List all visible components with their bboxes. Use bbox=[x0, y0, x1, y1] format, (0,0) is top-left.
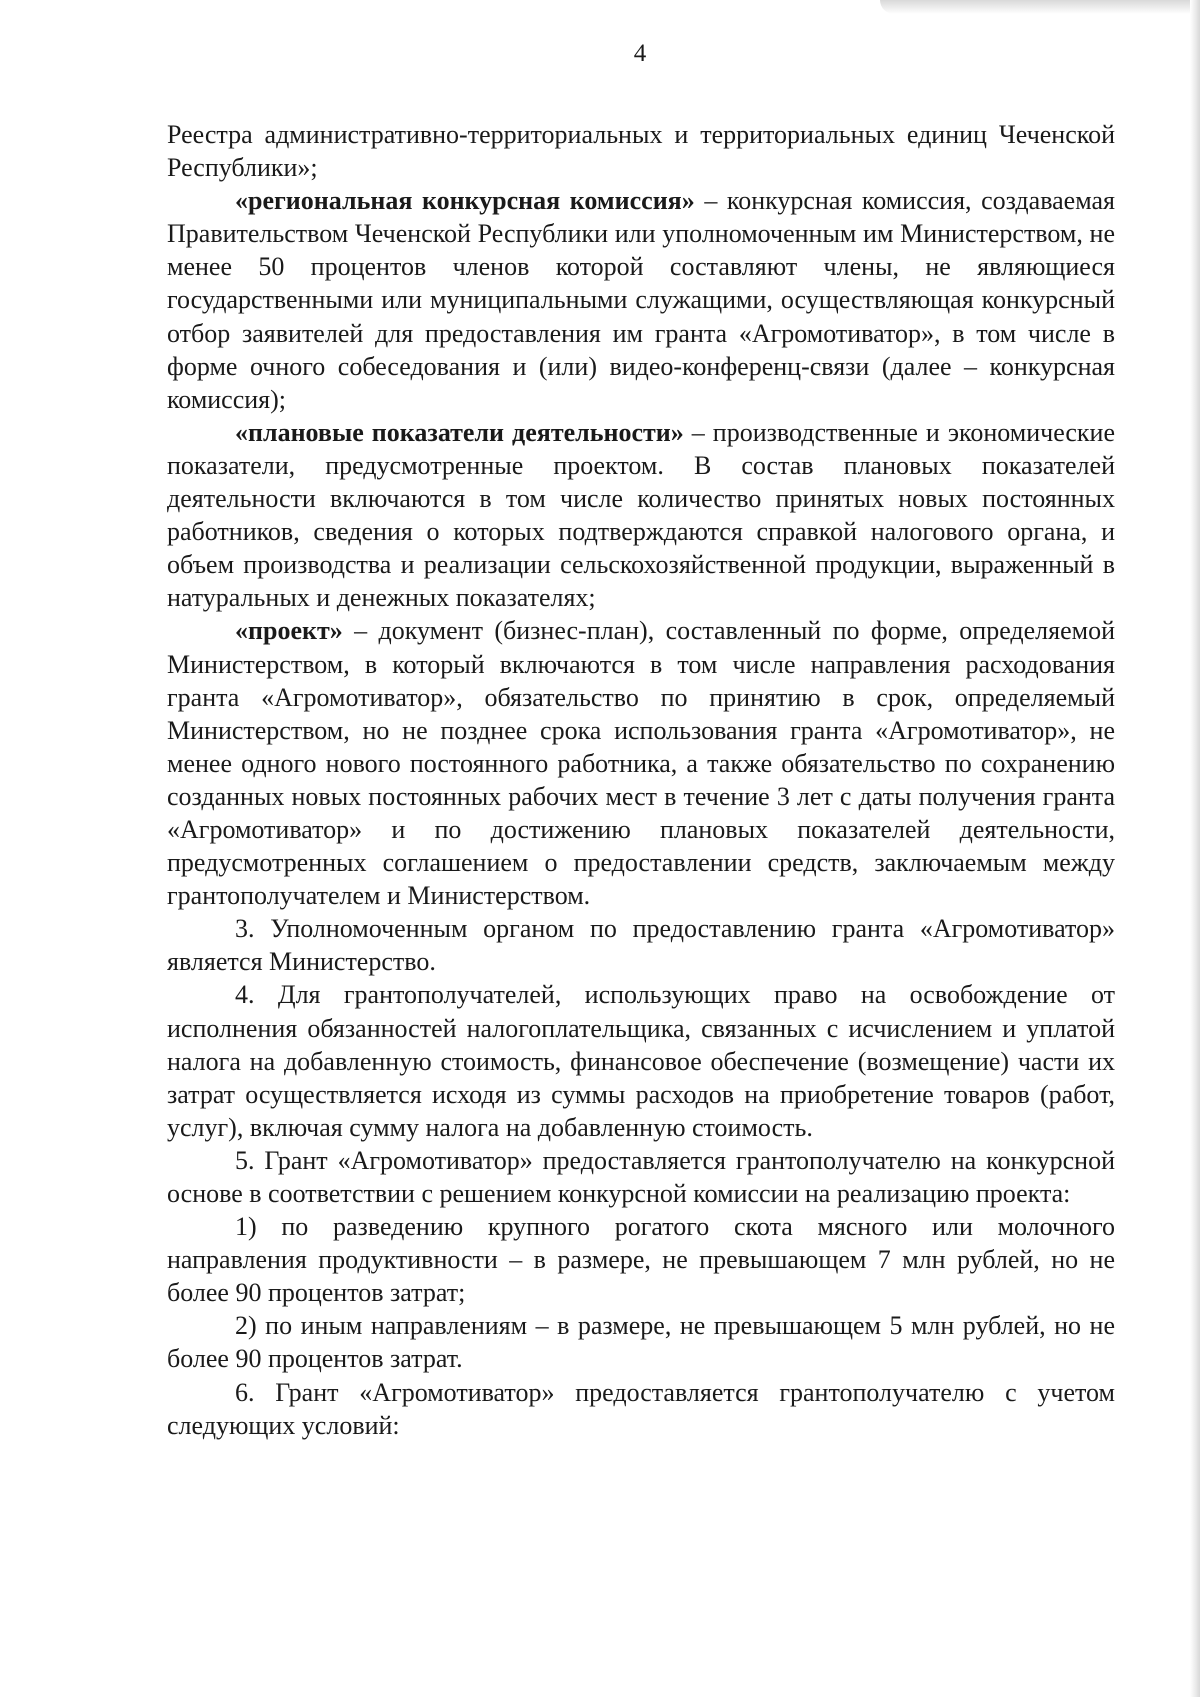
list-item bbox=[167, 1210, 1115, 1309]
numbered-paragraph bbox=[167, 912, 1115, 978]
defined-term: «региональная конкурсная комиссия» bbox=[235, 186, 695, 216]
definition-paragraph bbox=[167, 416, 1115, 615]
paragraph-text: Реестра административно-территориальных и территориальных единиц Чеченской Республики»; bbox=[167, 120, 1115, 183]
paragraph-text: 3. Уполномоченным органом по предоставлению гранта «Агромотиватор» является Министерство. bbox=[167, 914, 1115, 977]
scan-edge bbox=[1190, 0, 1200, 1697]
paragraph-text: – документ (бизнес-план), составленный по форме, определяемой Министерством, в который включаются в том числе направления расходования гранта «Агромотиватор», обязательство по принятию в срок, определяемый Министерством, но не позднее срока использования гранта «Агромотиватор», не менее одного нового постоянного работника, а также обязательство по сохранению созданных новых постоянных рабочих мест в течение 3 лет с даты получения гранта «Агромотиватор» и по достижению плановых показателей деятельности, предусмотренных соглашением о предоставлении средств, заключаемым между грантополучателем и Министерством. bbox=[167, 616, 1115, 911]
paragraph bbox=[167, 118, 1115, 184]
list-item bbox=[167, 1309, 1115, 1375]
definition-paragraph bbox=[167, 184, 1115, 416]
numbered-paragraph bbox=[167, 1376, 1115, 1442]
scan-shadow bbox=[880, 0, 1200, 14]
defined-term: «проект» bbox=[235, 616, 343, 646]
paragraph-text: 2) по иным направлениям – в размере, не превышающем 5 млн рублей, но не более 90 процентов затрат. bbox=[167, 1311, 1115, 1374]
paragraph-text: 1) по разведению крупного рогатого скота мясного или молочного направления продуктивности – в размере, не превышающем 7 млн рублей, но не более 90 процентов затрат; bbox=[167, 1212, 1115, 1308]
paragraph-text: – конкурсная комиссия, создаваемая Правительством Чеченской Республики или уполномоченным им Министерством, не менее 50 процентов членов которой составляют члены, не являющиеся государственными или муниципальными служащими, осуществляющая конкурсный отбор заявителей для предоставления им гранта «Агромотиватор», в том числе в форме очного собеседования и (или) видео-конференц-связи (далее – конкурсная комиссия); bbox=[167, 186, 1115, 414]
defined-term: «плановые показатели деятельности» bbox=[235, 417, 684, 447]
paragraph-text: 6. Грант «Агромотиватор» предоставляется грантополучателю с учетом следующих условий: bbox=[167, 1377, 1115, 1440]
paragraph-text: 5. Грант «Агромотиватор» предоставляется грантополучателю на конкурсной основе в соответствии с решением конкурсной комиссии на реализацию проекта: bbox=[167, 1145, 1115, 1208]
paragraph-text: 4. Для грантополучателей, использующих право на освобождение от исполнения обязанностей налогоплательщика, связанных с исчислением и уплатой налога на добавленную стоимость, финансовое обеспечение (возмещение) части их затрат осуществляется исходя из суммы расходов на приобретение товаров (работ, услуг), включая сумму налога на добавленную стоимость. bbox=[167, 980, 1115, 1142]
numbered-paragraph bbox=[167, 1144, 1115, 1210]
document-body bbox=[167, 118, 1115, 1442]
page-number: 4 bbox=[633, 40, 647, 67]
numbered-paragraph bbox=[167, 978, 1115, 1143]
paragraph-text: – производственные и экономические показатели, предусмотренные проектом. В состав плановых показателей деятельности включаются в том числе количество принятых новых постоянных работников, сведения о которых подтверждаются справкой налогового органа, и объем производства и реализации сельскохозяйственной продукции, выраженный в натуральных и денежных показателях; bbox=[167, 417, 1116, 613]
definition-paragraph bbox=[167, 614, 1115, 912]
